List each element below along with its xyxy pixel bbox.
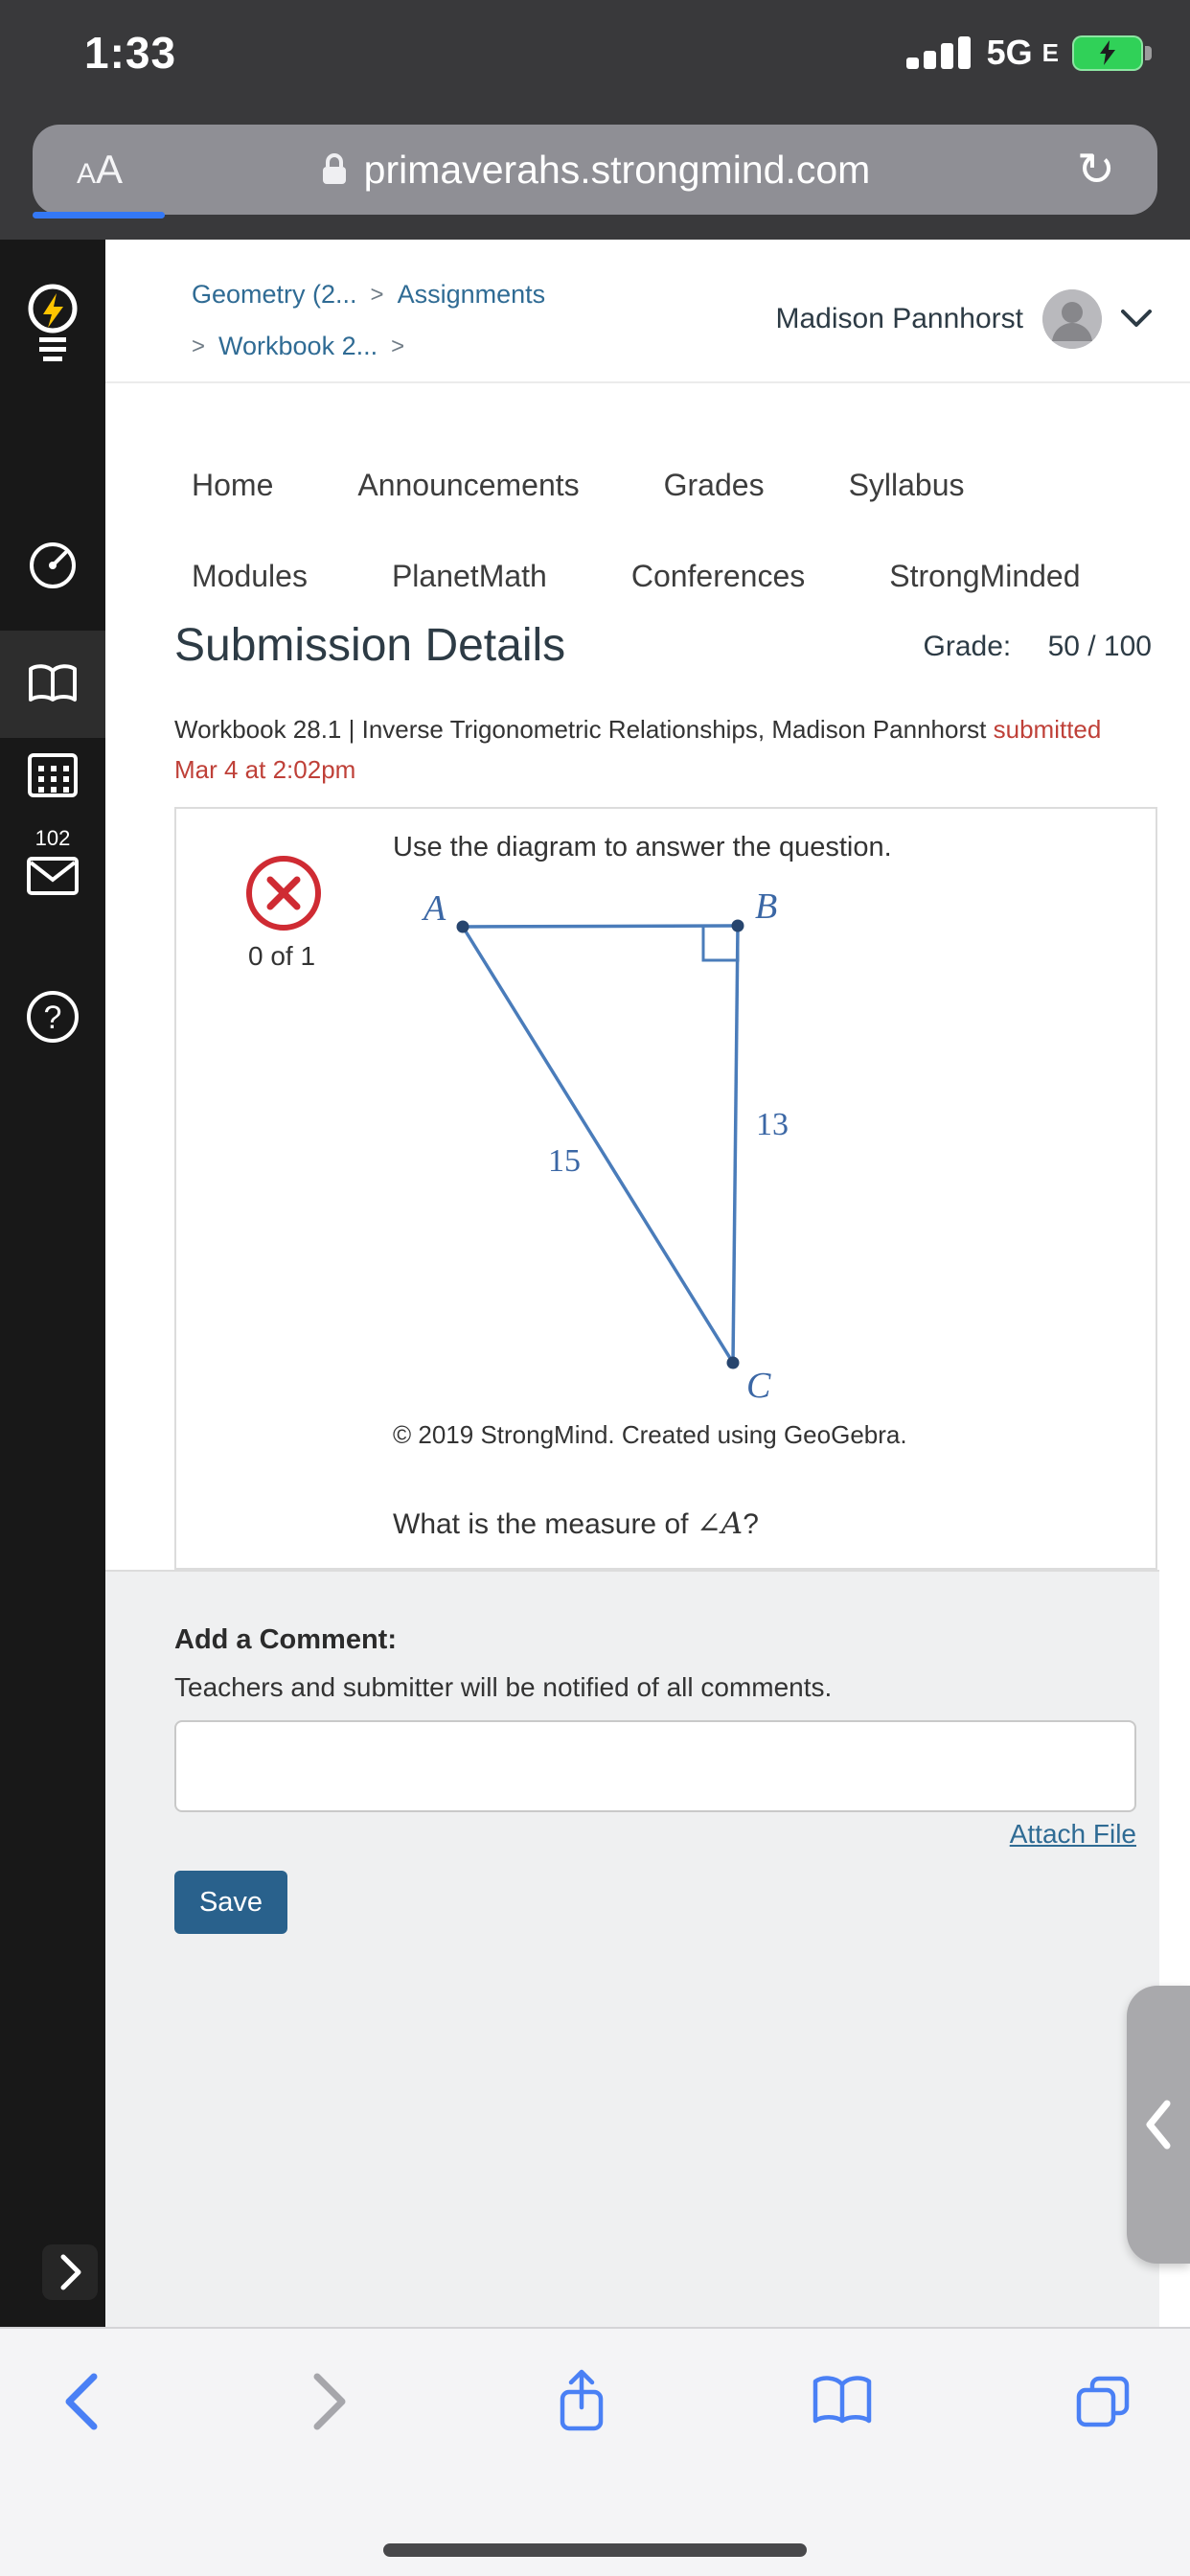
chevron-down-icon: [1121, 310, 1152, 329]
sidebar-expand-button[interactable]: [42, 2244, 98, 2300]
course-nav-row-2: [192, 559, 1081, 594]
strongmind-lightbulb-icon: [17, 278, 88, 374]
grade-label: Grade:: [923, 631, 1012, 662]
page-load-progress-bar: [33, 212, 165, 218]
header-divider: [105, 381, 1190, 383]
submitted-timestamp: submitted Mar 4 at 2:02pm: [174, 715, 1102, 784]
nav-grades[interactable]: Grades: [663, 468, 765, 502]
home-indicator[interactable]: [383, 2543, 807, 2557]
sidebar-item-logo[interactable]: [0, 278, 105, 374]
avatar: [1042, 289, 1102, 349]
canvas-sidebar: [0, 240, 105, 2327]
signal-strength-icon: [906, 33, 973, 73]
breadcrumb: [192, 280, 545, 310]
safari-toolbar: [0, 2327, 1190, 2576]
inbox-unread-badge: 102: [34, 826, 71, 850]
reload-icon: ↻: [1076, 145, 1115, 196]
forward-button[interactable]: [302, 2367, 355, 2436]
comment-notice: Teachers and submitter will be notified of all comments.: [174, 1672, 833, 1702]
browser-top-bar: [0, 0, 1190, 240]
comment-section: [105, 1570, 1159, 2327]
breadcrumb-separator: >: [370, 281, 384, 308]
url-display: [176, 148, 1014, 193]
assignment-info: Workbook 28.1 | Inverse Trigonometric Relationships, Madison Pannhorst: [174, 715, 987, 744]
vertex-c-label: C: [746, 1366, 771, 1406]
main-content: [105, 240, 1190, 2327]
user-menu[interactable]: [776, 289, 1153, 349]
chevron-left-icon: [1142, 2096, 1175, 2153]
save-button[interactable]: Save: [174, 1871, 287, 1934]
nav-planetmath[interactable]: PlanetMath: [391, 559, 547, 593]
attach-file-link[interactable]: Attach File: [1009, 1819, 1136, 1849]
nav-modules[interactable]: Modules: [192, 559, 308, 593]
page-content: [0, 240, 1190, 2327]
grade-value: 50 / 100: [1047, 631, 1152, 662]
sidebar-item-calendar[interactable]: [0, 749, 105, 799]
question-card: [174, 807, 1157, 1570]
person-icon: [1042, 289, 1102, 349]
right-drawer-handle[interactable]: [1127, 1986, 1190, 2264]
reader-options-button[interactable]: A A: [77, 147, 124, 192]
chevron-right-icon: [56, 2251, 84, 2293]
user-name: Madison Pannhorst: [775, 303, 1023, 334]
comment-heading: Add a Comment:: [174, 1624, 397, 1655]
vertex-b-label: B: [755, 886, 778, 927]
sidebar-item-inbox[interactable]: [0, 826, 105, 897]
angle-a-symbol: ∠A: [696, 1506, 744, 1541]
dashboard-gauge-icon: [26, 539, 80, 592]
lock-icon: [320, 151, 349, 188]
battery-charging-icon: [1072, 35, 1143, 71]
breadcrumb-separator: >: [391, 333, 405, 359]
status-indicators: [906, 33, 1152, 73]
help-icon: [25, 989, 80, 1045]
nav-strongminded[interactable]: StrongMinded: [889, 559, 1081, 593]
question-prompt: Use the diagram to answer the question.: [393, 832, 892, 862]
network-subtype: E: [1041, 37, 1059, 67]
sidebar-item-courses[interactable]: [0, 631, 105, 738]
network-type: 5G: [986, 33, 1033, 72]
comment-input[interactable]: [174, 1720, 1136, 1812]
sidebar-item-dashboard[interactable]: [0, 539, 105, 592]
breadcrumb-course[interactable]: Geometry (2...: [192, 280, 357, 309]
course-nav-row-1: [192, 468, 965, 503]
breadcrumb-separator: >: [192, 333, 206, 359]
nav-conferences[interactable]: Conferences: [630, 559, 806, 593]
breadcrumb-line2: [192, 332, 418, 361]
side-ac-length: 15: [548, 1143, 581, 1179]
breadcrumb-assignments[interactable]: Assignments: [397, 280, 546, 309]
nav-home[interactable]: Home: [192, 468, 274, 502]
inbox-envelope-icon: [27, 857, 79, 897]
question-text: What is the measure of ∠A?: [393, 1506, 759, 1541]
grade-display: [924, 631, 1153, 663]
back-button[interactable]: [56, 2367, 109, 2436]
share-button[interactable]: [548, 2365, 615, 2438]
incorrect-answer-icon: [243, 853, 324, 938]
calendar-icon: [27, 749, 79, 799]
courses-book-icon: [0, 661, 105, 707]
breadcrumb-workbook[interactable]: Workbook 2...: [218, 332, 378, 360]
sidebar-item-help[interactable]: [0, 989, 105, 1045]
tabs-button[interactable]: [1069, 2369, 1134, 2434]
nav-announcements[interactable]: Announcements: [357, 468, 580, 502]
nav-syllabus[interactable]: Syllabus: [848, 468, 965, 502]
status-bar: [0, 0, 1190, 88]
reload-button[interactable]: [1014, 143, 1157, 196]
side-bc-length: 13: [756, 1107, 789, 1142]
assignment-subtitle: [174, 709, 1144, 790]
bookmarks-button[interactable]: [808, 2371, 877, 2432]
page-title: Submission Details: [174, 620, 566, 671]
url-text: primaverahs.strongmind.com: [363, 147, 871, 192]
lightning-bolt-icon: [1097, 39, 1118, 66]
diagram-copyright: © 2019 StrongMind. Created using GeoGebra.: [393, 1420, 907, 1449]
svg-text:?: ?: [43, 1000, 62, 1036]
triangle-diagram: [387, 866, 847, 1437]
vertex-a-label: A: [423, 888, 446, 929]
clock: 1:33: [84, 28, 177, 78]
battery-nub: [1145, 46, 1152, 60]
question-score: 0 of 1: [247, 941, 316, 971]
address-bar[interactable]: [33, 125, 1157, 215]
